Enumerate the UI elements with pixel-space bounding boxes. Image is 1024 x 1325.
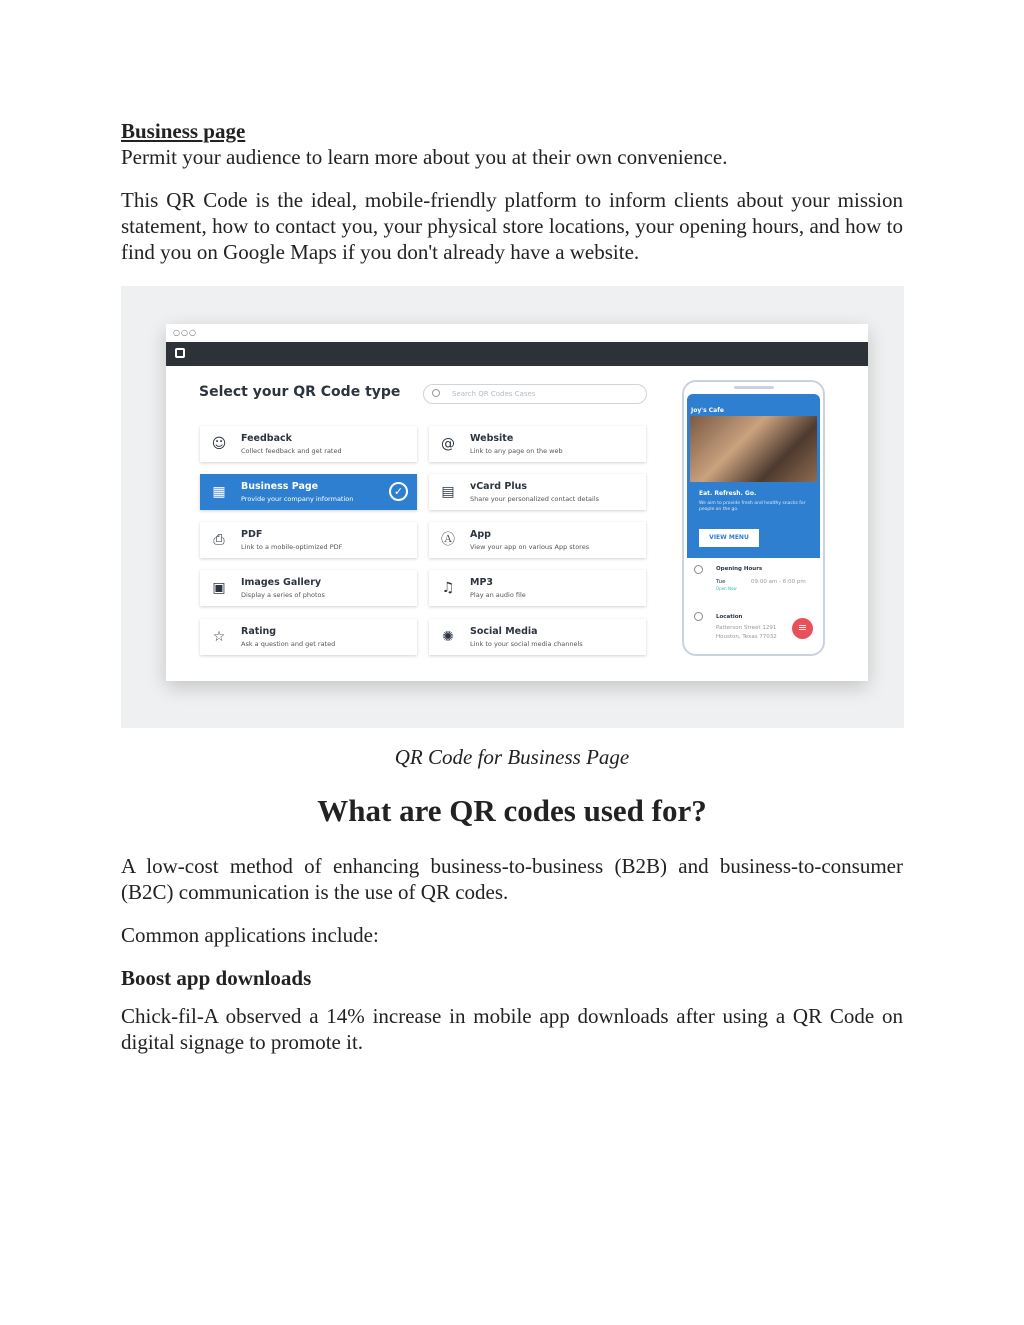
qr-type-card-website[interactable] xyxy=(429,426,646,462)
select-qr-type-title: Select your QR Code type xyxy=(199,384,401,400)
app-logo-icon xyxy=(175,348,185,358)
qr-type-subtitle: Link to any page on the web xyxy=(470,447,563,455)
phone-preview xyxy=(682,380,825,656)
qr-type-card-vcard-plus[interactable] xyxy=(429,474,646,510)
cafe-description: We aim to provide fresh and healthy snacks for people on the go. xyxy=(699,501,806,512)
qr-type-title: MP3 xyxy=(470,577,494,588)
qr-type-title: Rating xyxy=(241,626,277,637)
app-top-bar xyxy=(166,342,868,366)
qr-type-title: Website xyxy=(470,433,514,444)
app-window xyxy=(166,324,868,681)
qr-type-title: vCard Plus xyxy=(470,481,528,492)
store-icon: ▦ xyxy=(212,484,226,500)
image-icon: ▣ xyxy=(212,580,226,596)
at-icon: @ xyxy=(441,436,455,452)
qr-type-subtitle: Share your personalized contact details xyxy=(470,495,600,503)
qr-type-card-images-gallery[interactable] xyxy=(200,570,417,606)
qr-uses-para2: Common applications include: xyxy=(121,923,379,947)
cafe-tagline: Eat. Refresh. Go. xyxy=(699,490,757,497)
music-icon: ♫ xyxy=(441,580,455,596)
qr-type-title: App xyxy=(470,529,491,540)
qr-type-subtitle: Play an audio file xyxy=(470,591,526,599)
qr-uses-heading: What are QR codes used for? xyxy=(317,793,707,828)
qr-type-title: Social Media xyxy=(470,626,538,637)
app-icon: Ⓐ xyxy=(441,532,455,548)
qr-type-subtitle: Link to your social media channels xyxy=(470,640,583,648)
hours-time: 09:00 am - 6:00 pm xyxy=(751,579,806,585)
phone-notch xyxy=(734,386,774,389)
qr-uses-para3: Chick-fil-A observed a 14% increase in mobile app downloads after using a QR Code on digital signage to promote it. xyxy=(121,1004,903,1054)
qr-type-subtitle: Ask a question and get rated xyxy=(241,640,336,648)
selected-check-icon: ✓ xyxy=(389,482,408,501)
search-icon xyxy=(432,389,440,397)
rating-icon: ☆ xyxy=(212,629,226,645)
hours-day: Tue xyxy=(716,579,726,585)
qr-uses-para1: A low-cost method of enhancing business-to-business (B2B) and business-to-consumer (B2C) communication is the use of QR codes. xyxy=(121,854,903,904)
qr-type-card-mp3[interactable] xyxy=(429,570,646,606)
contact-card-icon: ▤ xyxy=(441,484,455,500)
business-page-intro: Permit your audience to learn more about you at their own convenience. xyxy=(121,145,728,169)
chat-icon: ☺ xyxy=(211,436,227,452)
qr-type-title: Images Gallery xyxy=(241,577,322,588)
qr-type-card-business-page[interactable] xyxy=(200,474,417,510)
qr-type-card-rating[interactable] xyxy=(200,619,417,655)
clock-icon xyxy=(694,565,703,574)
qr-type-card-social-media[interactable] xyxy=(429,619,646,655)
boost-app-downloads-heading: Boost app downloads xyxy=(121,966,312,990)
business-page-section xyxy=(121,118,903,265)
qr-type-card-pdf[interactable] xyxy=(200,522,417,558)
qr-uses-section xyxy=(121,853,903,1072)
menu-fab-icon[interactable]: ≡ xyxy=(792,618,813,639)
search-input[interactable]: Search QR Codes Cases xyxy=(423,384,647,404)
qr-type-title: Business Page xyxy=(241,481,319,492)
megaphone-icon: ✺ xyxy=(442,629,454,645)
cafe-name: Joy's Cafe xyxy=(691,407,724,414)
qr-type-subtitle: Display a series of photos xyxy=(241,591,325,599)
qr-code-type-screenshot xyxy=(121,286,904,728)
business-page-heading[interactable]: Business page xyxy=(121,119,246,143)
location-pin-icon xyxy=(694,612,703,621)
location-label: Location xyxy=(716,614,743,620)
view-menu-button[interactable]: VIEW MENU xyxy=(699,529,759,547)
qr-type-subtitle: Collect feedback and get rated xyxy=(241,447,342,455)
qr-type-subtitle: Provide your company information xyxy=(241,495,354,503)
qr-type-card-app[interactable] xyxy=(429,522,646,558)
qr-type-card-feedback[interactable] xyxy=(200,426,417,462)
opening-hours-label: Opening Hours xyxy=(716,566,763,572)
address-line2: Houston, Texas 77032 xyxy=(716,634,777,640)
qr-type-title: PDF xyxy=(241,529,263,540)
figure-caption: QR Code for Business Page xyxy=(394,745,630,769)
window-dots: ○○○ xyxy=(173,328,197,337)
phone-header xyxy=(687,394,820,558)
pdf-icon: ⎙ xyxy=(213,532,225,548)
cafe-photo xyxy=(690,416,817,482)
business-page-body: This QR Code is the ideal, mobile-friendly platform to inform clients about your mission statement, how to contact you, your physical store locations, your opening hours, and how to find you on Google Maps if you don't already have a website. xyxy=(121,188,903,264)
address-line1: Patterson Street 1291 xyxy=(716,625,777,631)
qr-type-title: Feedback xyxy=(241,433,292,444)
qr-type-subtitle: View your app on various App stores xyxy=(470,543,590,551)
hours-status: Open Now xyxy=(716,586,737,591)
qr-type-subtitle: Link to a mobile-optimized PDF xyxy=(241,543,343,551)
